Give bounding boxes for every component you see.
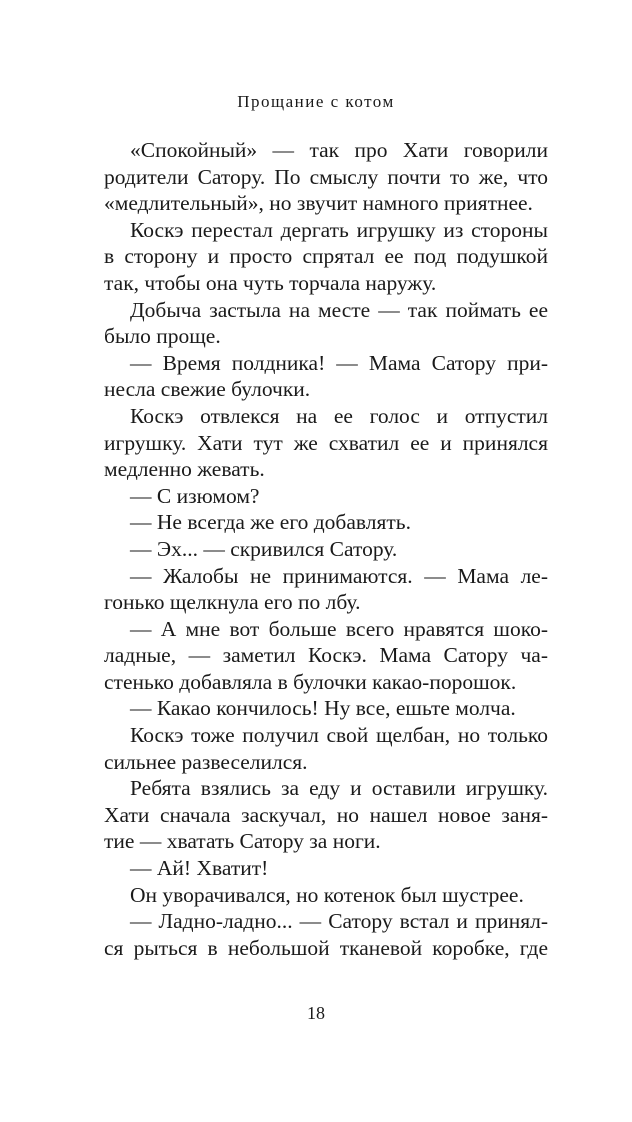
- body-text: [104, 137, 548, 961]
- text-line: — Время полдника! — Мама Сатору при-: [130, 350, 548, 375]
- page-number: 18: [307, 1003, 325, 1023]
- text-line: — Жалобы не принимаются. — Мама ле-: [130, 563, 548, 588]
- text-line: сильнее развеселился.: [104, 749, 308, 774]
- text-line: стенько добавляла в булочки какао-порошок.: [104, 669, 517, 694]
- text-line: «медлительный», но звучит намного приятнее.: [104, 191, 533, 216]
- text-line: родители Сатору. По смыслу почти то же, что: [104, 164, 548, 189]
- text-line: ся рыться в небольшой тканевой коробке, где: [104, 935, 548, 960]
- text-line: — А мне вот больше всего нравятся шоко-: [130, 616, 548, 641]
- text-line: — Не всегда же его добавлять.: [130, 510, 411, 535]
- text-line: ладные, — заметил Коскэ. Мама Сатору ча-: [104, 643, 548, 668]
- text-line: медленно жевать.: [104, 457, 265, 482]
- text-line: гонько щелкнула его по лбу.: [104, 590, 361, 615]
- text-line: «Спокойный» — так про Хати говорили: [130, 138, 548, 162]
- text-line: Он уворачивался, но котенок был шустрее.: [130, 882, 524, 907]
- text-line: Хати сначала заскучал, но нашел новое заня-: [104, 802, 548, 827]
- text-line: Добыча застыла на месте — так поймать ее: [130, 297, 548, 322]
- text-line: — Какао кончилось! Ну все, ешьте молча.: [130, 696, 516, 721]
- text-line: Коскэ перестал дергать игрушку из стороны: [130, 217, 548, 242]
- text-line: — Ладно-ладно... — Сатору встал и принял-: [130, 909, 548, 934]
- text-line: Ребята взялись за еду и оставили игрушку.: [130, 776, 548, 801]
- text-line: тие — хватать Сатору за ноги.: [104, 829, 381, 854]
- running-head: Прощание с котом: [237, 92, 395, 111]
- text-line: Коскэ тоже получил свой щелбан, но только: [130, 723, 548, 748]
- text-line: — Эх... — скривился Сатору.: [130, 536, 398, 561]
- text-line: игрушку. Хати тут же схватил ее и принялся: [104, 430, 548, 455]
- text-line: — Ай! Хватит!: [130, 856, 269, 881]
- text-line: так, чтобы она чуть торчала наружу.: [104, 270, 437, 295]
- text-line: в сторону и просто спрятал ее под подушкой: [104, 244, 548, 269]
- text-line: Коскэ отвлекся на ее голос и отпустил: [130, 403, 548, 428]
- text-line: несла свежие булочки.: [104, 377, 311, 402]
- text-line: — С изюмом?: [130, 483, 260, 508]
- text-line: было проще.: [104, 324, 221, 349]
